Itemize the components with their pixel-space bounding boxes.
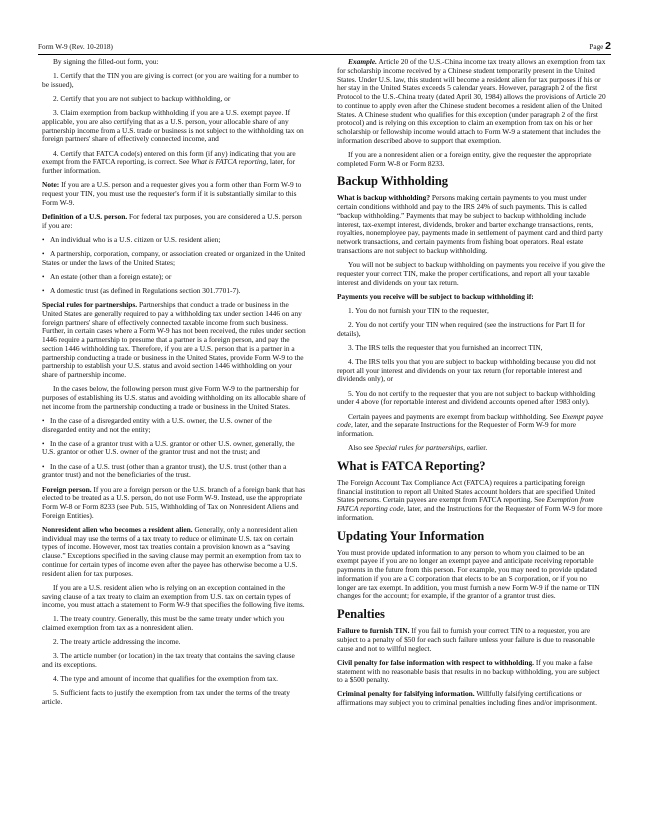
form-title: Form W-9 (Rev. 10-2018) <box>38 43 113 51</box>
paragraph: Criminal penalty for falsifying information. Willfully falsifying certifications or affirmations may subject you to criminal penalties including fines and/or imprisonment. <box>337 689 597 708</box>
list-item: 3. The article number (or location) in the tax treaty that contains the saving clause and its exceptions. <box>42 651 295 670</box>
bullet-item: • In the case of a U.S. trust (other than a grantor trust), the U.S. trust (other than a grantor trust) and not the beneficiaries of the trust. <box>42 463 306 481</box>
paragraph: Also see Special rules for partnerships, earlier. <box>348 443 488 453</box>
list-item: 2. You do not certify your TIN when required (see the instructions for Part II for details), <box>337 319 585 338</box>
definition-paragraph: Definition of a U.S. person. For federal tax purposes, you are considered a U.S. person if you are: <box>42 211 302 230</box>
foreign-person-paragraph: Foreign person. If you are a foreign person or the U.S. branch of a foreign bank that has elected to be treated as a U.S. person, do not use Form W-9. Instead, use the appropriate Form W-8 or Form 8233 (see Pub. 515, Withholding of Tax on Nonresident Aliens and Foreign Entities). <box>42 484 305 520</box>
paragraph: You will not be subject to backup withholding on payments you receive if you give the requester your correct TIN, make the proper certifications, and report all your taxable interest and dividends on your tax return. <box>337 260 605 287</box>
subheading: Payments you receive will be subject to backup withholding if: <box>337 291 534 301</box>
page-header <box>38 40 611 55</box>
nonresident-paragraph: Nonresident alien who becomes a resident alien. Generally, only a nonresident alien individual may use the terms of a tax treaty to reduce or eliminate U.S. tax on certain types of income. However, most tax treaties contain a provision known as a “saving clause.” Exceptions specified in the saving clause may permit an exemption from tax to continue for certain types of income even after the payee has otherwise become a U.S. resident alien for tax purposes. <box>42 524 302 578</box>
section-heading-backup-withholding: Backup Withholding <box>337 174 449 189</box>
example-paragraph: Example. Article 20 of the U.S.-China income tax treaty allows an exemption from tax for scholarship income received by a Chinese student temporarily present in the United States. Under U.S. law, this student will become a resident alien for tax purposes if his or her stay in the United States exceeds 5 calendar years. However, paragraph 2 of the first Protocol to the U.S.-China treaty (dated April 30, 1984) allows the provisions of Article 20 to continue to apply even after the Chinese student becomes a resident alien of the United States. A Chinese student who qualifies for this exception (under paragraph 2 of the first protocol) and is relying on this exception to claim an exemption from tax on his or her scholarship or fellowship income would attach to Form W-9 a statement that includes the information described above to support that exemption. <box>337 57 606 145</box>
list-item: 2. The treaty article addressing the income. <box>53 637 181 647</box>
bullet-item: • A domestic trust (as defined in Regulations section 301.7701-7). <box>42 287 306 296</box>
left-column <box>42 58 306 712</box>
list-item: 3. The IRS tells the requester that you furnished an incorrect TIN, <box>348 342 543 352</box>
list-item: 1. The treaty country. Generally, this must be the same treaty under which you claimed exemption from tax as a nonresident alien. <box>42 614 285 633</box>
list-item: 5. You do not certify to the requester that you are not subject to backup withholding under 4 above (for reportable interest and dividend accounts opened after 1983 only). <box>337 388 596 407</box>
list-item: 5. Sufficient facts to justify the exemption from tax under the terms of the treaty article. <box>42 688 290 707</box>
paragraph: By signing the filled-out form, you: <box>53 57 159 66</box>
list-item: 1. You do not furnish your TIN to the requester, <box>348 305 489 315</box>
bullet-item: • A partnership, corporation, company, or association created or organized in the United States or under the laws of the United States; <box>42 250 306 268</box>
right-column <box>337 58 607 713</box>
bullet-item: • In the case of a disregarded entity with a U.S. owner, the U.S. owner of the disregarded entity and not the entity; <box>42 417 306 435</box>
note-paragraph: Note: If you are a U.S. person and a requester gives you a form other than Form W-9 to request your TIN, you must use the requester's form if it is substantially similar to this Form W-9. <box>42 180 302 207</box>
paragraph: You must provide updated information to any person to whom you claimed to be an exempt payee if you are no longer an exempt payee and anticipate receiving reportable payments in the future from this person. For example, you may need to provide updated information if you are a C corporation that elects to be an S corporation, or if you no longer are tax exempt. In addition, you must furnish a new Form W-9 if the name or TIN changes for the account; for example, if the grantor of a grantor trust dies. <box>337 547 600 601</box>
list-item: 4. The IRS tells you that you are subject to backup withholding because you did not report all your interest and dividends on your tax return (for reportable interest and dividends only), or <box>337 356 596 384</box>
section-heading-penalties: Penalties <box>337 607 385 622</box>
paragraph: In the cases below, the following person must give Form W-9 to the partnership for purposes of establishing its U.S. status and avoiding withholding on its allocable share of net income from the partnership conducting a trade or business in the United States. <box>42 384 306 411</box>
paragraph: Civil penalty for false information with respect to withholding. If you make a false statement with no reasonable basis that results in no backup withholding, you are subject to a $500 penalty. <box>337 657 600 685</box>
paragraph: Failure to furnish TIN. If you fail to furnish your correct TIN to a requester, you are subject to a penalty of $50 for each such failure unless your failure is due to reasonable cause and not to willful neglect. <box>337 626 595 653</box>
partnership-paragraph: Special rules for partnerships. Partnerships that conduct a trade or business in the United States are generally required to pay a withholding tax under section 1446 on any foreign partners' share of effectively connected taxable income from such business. Further, in certain cases where a Form W-9 has not been received, the rules under section 1446 require a partnership to presume that a partner is a foreign person, and pay the section 1446 withholding tax. Therefore, if you are a U.S. person that is a partner in a partnership conducting a trade or business in the United States, provide Form W-9 to the partnership to establish your U.S. status and avoid section 1446 withholding on your share of partnership income. <box>42 300 306 380</box>
bullet-item: • In the case of a grantor trust with a U.S. grantor or other U.S. owner, generally, the U.S. grantor or other U.S. owner of the grantor trust and not the trust; and <box>42 440 306 458</box>
paragraph: Certain payees and payments are exempt from backup withholding. See Exempt payee code, later, and the separate Instructions for the Requester of Form W-9 for more information. <box>337 411 604 439</box>
paragraph: 1. Certify that the TIN you are giving is correct (or you are waiting for a number to be issued), <box>42 71 299 89</box>
paragraph: If you are a U.S. resident alien who is relying on an exception contained in the saving clause of a tax treaty to claim an exemption from U.S. tax on certain types of income, you must attach a statement to Form W-9 that specifies the following five items. <box>42 582 305 610</box>
section-heading-updating: Updating Your Information <box>337 528 485 543</box>
paragraph: 3. Claim exemption from backup withholding if you are a U.S. exempt payee. If applicable, you are also certifying that as a U.S. person, your allocable share of any partnership income from a U.S. trade or business is not subject to the withholding tax on foreign partners' share of effectively connected income, and <box>42 108 304 144</box>
bullet-item: • An individual who is a U.S. citizen or U.S. resident alien; <box>42 236 306 245</box>
paragraph: The Foreign Account Tax Compliance Act (FATCA) requires a participating foreign financial institution to report all United States account holders that are specified United States persons. Certain payees are exempt from FATCA reporting. See Exemption from FATCA reporting code, later, and the Instructions for the Requester of Form W-9 for more information. <box>337 477 603 522</box>
paragraph: What is backup withholding? Persons making certain payments to you must under certain conditions withhold and pay to the IRS 24% of such payments. This is called “backup withholding.” Payments that may be subject to backup withholding include interest, tax-exempt interest, dividends, broker and barter exchange transactions, rents, royalties, nonemployee pay, payments made in settlement of payment card and third party network transactions, and certain payments from fishing boat operators. Real estate transactions are not subject to backup withholding. <box>337 193 603 255</box>
paragraph: If you are a nonresident alien or a foreign entity, give the requester the appropriate completed Form W-8 or Form 8233. <box>337 149 592 168</box>
paragraph: 4. Certify that FATCA code(s) entered on this form (if any) indicating that you are exempt from the FATCA reporting, is correct. See What is FATCA reporting, later, for further information. <box>42 148 296 176</box>
page-number: Page 2 <box>589 40 611 52</box>
section-heading-fatca: What is FATCA Reporting? <box>337 458 486 473</box>
paragraph: 2. Certify that you are not subject to backup withholding, or <box>53 94 231 104</box>
list-item: 4. The type and amount of income that qualifies for the exemption from tax. <box>53 674 279 684</box>
bullet-item: • An estate (other than a foreign estate); or <box>42 273 306 282</box>
